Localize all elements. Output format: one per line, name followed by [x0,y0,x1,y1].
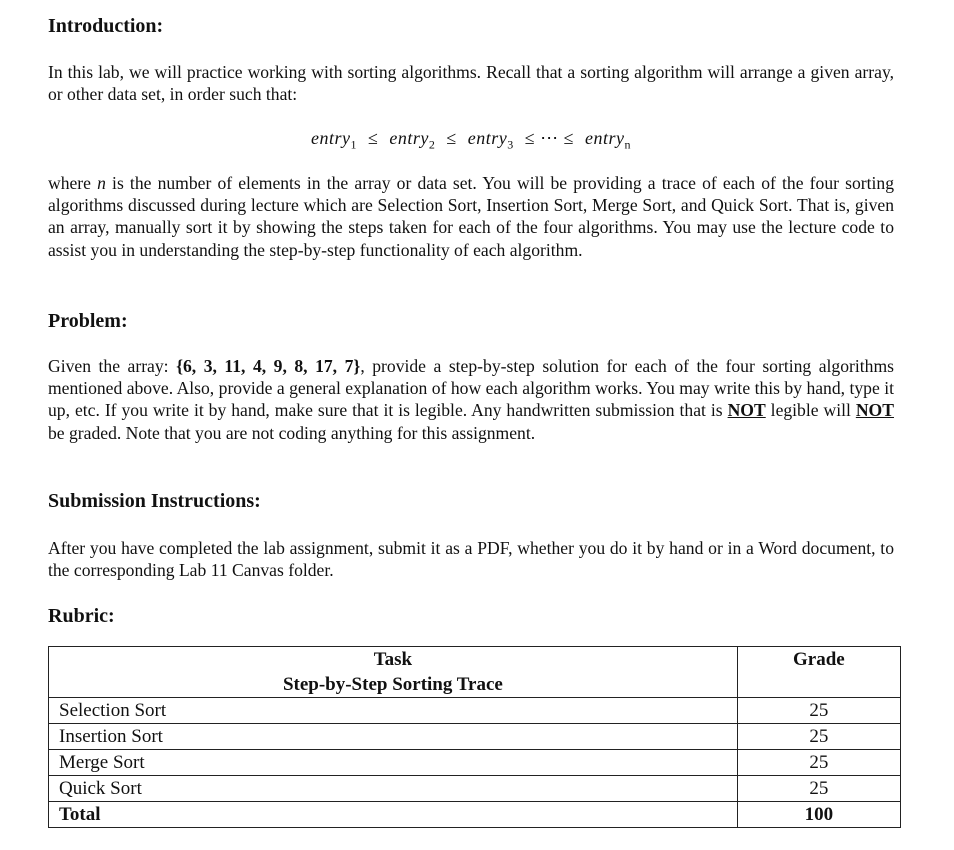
given-array: {6, 3, 11, 4, 9, 8, 17, 7} [176,356,361,376]
rubric-heading: Rubric: [48,605,115,627]
submission-heading: Submission Instructions: [48,490,261,512]
total-row [49,802,901,828]
total-label: Total [49,802,738,828]
task-cell: Selection Sort [49,698,738,724]
task-subheader: Step-by-Step Sorting Trace [282,674,503,695]
submission-paragraph: After you have completed the lab assignment, submit it as a PDF, whether you do it by hand or in a Word document, to the corresponding Lab 11 Canvas folder. [48,538,894,581]
grade-header: Grade [737,647,900,698]
formula-entry-1: entry$_1$ [311,128,357,152]
task-header-cell [49,647,738,698]
grade-cell: 25 [737,776,900,802]
rubric-header-row [49,647,901,698]
task-cell: Insertion Sort [49,724,738,750]
task-header: Task [373,649,413,670]
total-grade: 100 [737,802,900,828]
table-row [49,750,901,776]
grade-cell: 25 [737,750,900,776]
grade-cell: 25 [737,724,900,750]
introduction-paragraph: In this lab, we will practice working with sorting algorithms. Recall that a sorting algorithm will arrange a given array, or other data set, in order such that: [48,62,894,105]
introduction-heading: Introduction: [48,15,164,37]
problem-paragraph: Given the array: {6, 3, 11, 4, 9, 8, 17, 7}, provide a step-by-step solution for each of the four sorting algorithms mentioned above. Also, provide a general explanation of how each algorithm works. You may write this by hand, type it up, etc. If you write it by hand, make sure that it is legible. Any handwritten submission that is NOT legible will NOT be graded. Note that you are not coding anything for this assignment. [48,356,894,443]
rubric-table [48,646,901,828]
table-row [49,724,901,750]
table-row [49,698,901,724]
task-cell: Quick Sort [49,776,738,802]
formula-entry-2: entry$_2$ [389,128,436,152]
formula-entry-n: entry$_n$ [585,128,631,152]
grade-cell: 25 [737,698,900,724]
formula-entry-3: entry$_3$ [467,128,514,152]
task-cell: Merge Sort [49,750,738,776]
ordering-formula: entry$_1$ ≤ entry$_2$ ≤ entry$_3$ ≤ ⋯ ≤ entry$_n$ [311,128,631,152]
table-row [49,776,901,802]
introduction-explanation: where n is the number of elements in the array or data set. You will be providing a trace of each of the four sorting algorithms discussed during lecture which are Selection Sort, Insertion Sort, Merge Sort, and Quick Sort. That is, given an array, manually sort it by showing the steps taken for each of the four algorithms. You may use the lecture code to assist you in understanding the step-by-step functionality of each algorithm. [48,173,894,260]
problem-heading: Problem: [48,310,128,332]
